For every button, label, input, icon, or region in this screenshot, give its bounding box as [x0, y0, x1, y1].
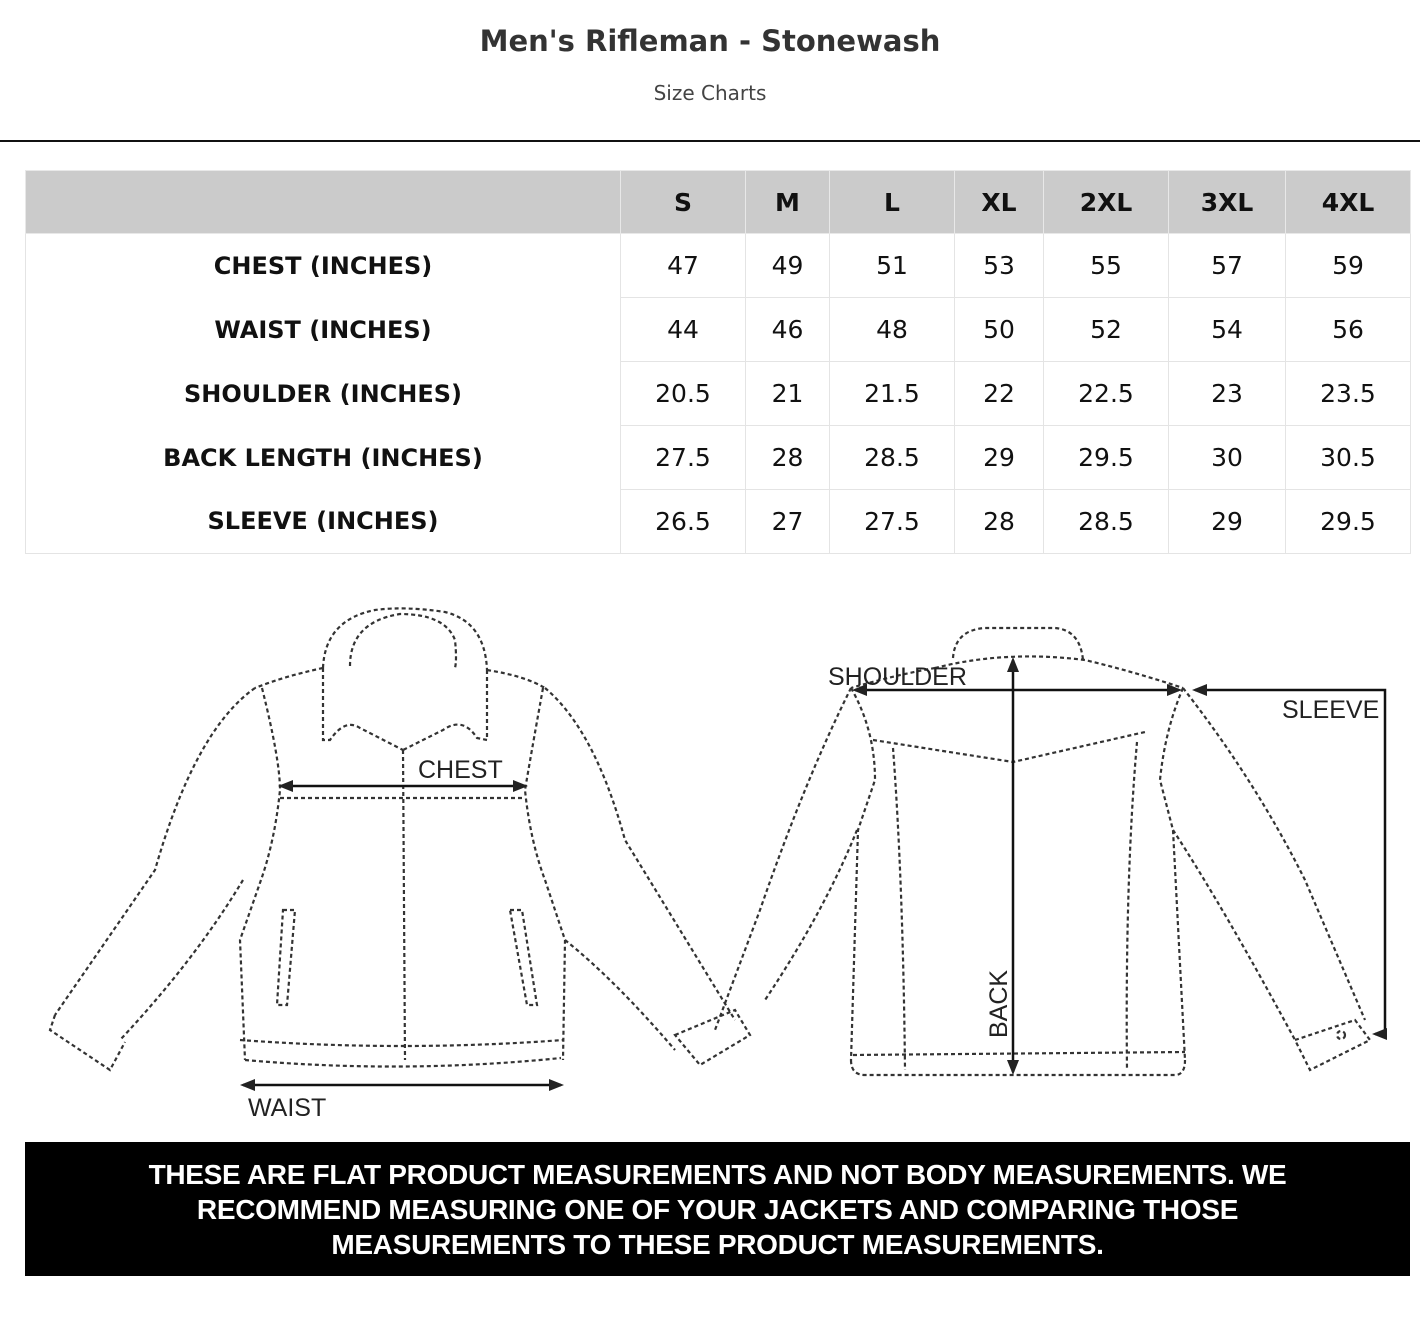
- cell: 23.5: [1286, 362, 1411, 426]
- cell: 55: [1044, 234, 1169, 298]
- cell: 21.5: [830, 362, 955, 426]
- cell: 30.5: [1286, 426, 1411, 490]
- cell: 50: [955, 298, 1044, 362]
- front-jacket-outline: [50, 608, 750, 1070]
- cell: 48: [830, 298, 955, 362]
- cell: 29: [1169, 490, 1286, 554]
- cell: 52: [1044, 298, 1169, 362]
- page-subtitle: Size Charts: [653, 81, 767, 105]
- page-header: [0, 0, 1420, 142]
- size-chart-table: [25, 170, 1411, 554]
- measurement-diagram: [25, 580, 1410, 1130]
- cell: 23: [1169, 362, 1286, 426]
- cell: 54: [1169, 298, 1286, 362]
- back-label: BACK: [985, 969, 1013, 1038]
- header-divider: [0, 140, 1420, 142]
- cell: 53: [955, 234, 1044, 298]
- table-row-sleeve: [26, 490, 1411, 554]
- cell: 22.5: [1044, 362, 1169, 426]
- waist-label: WAIST: [248, 1094, 327, 1122]
- cell: 22: [955, 362, 1044, 426]
- page-title: Men's Rifleman - Stonewash: [479, 24, 941, 58]
- cell: 28.5: [830, 426, 955, 490]
- table-row-shoulder: [26, 362, 1411, 426]
- cell: 26.5: [621, 490, 746, 554]
- back-jacket-outline: [715, 628, 1370, 1075]
- cell: 49: [746, 234, 830, 298]
- cell: 47: [621, 234, 746, 298]
- cell: 29.5: [1286, 490, 1411, 554]
- cell: 28: [955, 490, 1044, 554]
- row-label: SHOULDER (INCHES): [26, 362, 621, 426]
- cell: 57: [1169, 234, 1286, 298]
- header-size-4xl: 4XL: [1286, 171, 1411, 234]
- header-size-m: M: [746, 171, 830, 234]
- chest-label: CHEST: [418, 756, 503, 784]
- cell: 46: [746, 298, 830, 362]
- cell: 44: [621, 298, 746, 362]
- table-row-waist: [26, 298, 1411, 362]
- header-size-xl: XL: [955, 171, 1044, 234]
- cell: 21: [746, 362, 830, 426]
- notice-text: THESE ARE FLAT PRODUCT MEASUREMENTS AND NOT BODY MEASUREMENTS. WE RECOMMEND MEASURING ONE OF YOUR JACKETS AND COMPARING THOSE MEASUREMENTS TO THESE PRODUCT MEASUREMENTS.: [148, 1158, 1287, 1260]
- header-size-l: L: [830, 171, 955, 234]
- cell: 56: [1286, 298, 1411, 362]
- cell: 29: [955, 426, 1044, 490]
- header-size-2xl: 2XL: [1044, 171, 1169, 234]
- header-empty-cell: [26, 171, 621, 234]
- shoulder-label: SHOULDER: [828, 663, 967, 691]
- row-label: WAIST (INCHES): [26, 298, 621, 362]
- table-row-back-length: [26, 426, 1411, 490]
- cell: 27: [746, 490, 830, 554]
- cell: 27.5: [830, 490, 955, 554]
- row-label: CHEST (INCHES): [26, 234, 621, 298]
- table-row-chest: [26, 234, 1411, 298]
- sleeve-measure-line: [1195, 690, 1385, 1034]
- cell: 30: [1169, 426, 1286, 490]
- cell: 28.5: [1044, 490, 1169, 554]
- header-size-s: S: [621, 171, 746, 234]
- notice-banner: [25, 1142, 1410, 1276]
- row-label: SLEEVE (INCHES): [26, 490, 621, 554]
- header-size-3xl: 3XL: [1169, 171, 1286, 234]
- cell: 27.5: [621, 426, 746, 490]
- cell: 28: [746, 426, 830, 490]
- cell: 20.5: [621, 362, 746, 426]
- sleeve-label: SLEEVE: [1282, 696, 1380, 724]
- cell: 29.5: [1044, 426, 1169, 490]
- cell: 59: [1286, 234, 1411, 298]
- table-header-row: [26, 171, 1411, 234]
- row-label: BACK LENGTH (INCHES): [26, 426, 621, 490]
- cell: 51: [830, 234, 955, 298]
